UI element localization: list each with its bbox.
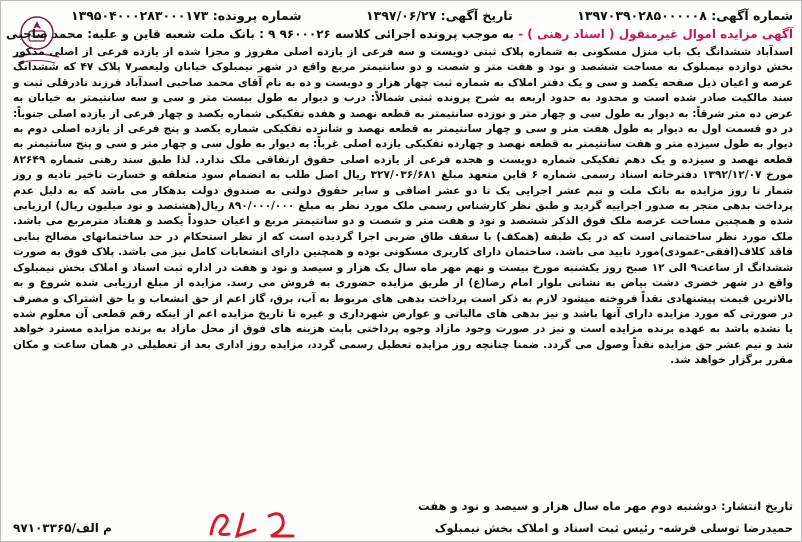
publish-date: تاریخ انتشار: دوشنبه دوم مهر ماه سال هزار و سیصد و نود و هفت [418,499,793,513]
notice-number: شماره آگهی: ۱۳۹۷۰۳۹۰۲۸۵۰۰۰۰۰۸ [577,7,793,23]
notice-header [71,5,793,25]
reference-code: م الف/۹۷۱۰۳۳۶۵ [13,521,112,535]
handwritten-number-mark [201,506,311,542]
notice-title-row [6,27,793,45]
file-number: شماره پرونده: ۱۳۹۵۰۴۰۰۰۲۸۳۰۰۰۱۷۳ [71,7,302,23]
notice-body: اسدآباد ششدانگ یک باب منزل مسکونی به شماره پلاک ثبتی دویست و سه فرعی از یازده اصلی مفروز و مجزا شده از یازده فرعی از اصلی مذکور بخش دوازده نیمبلوک به مساحت ششصد و نود و هفت متر و شصت و دو سانتیمتر مربع واقع در شهر نیمبلوک خیابان ولیعصر۷ پلاک ۴۷ که ششدانگ عرصه و اعیان ذیل صفحه یکصد و سی و یک دفتر املاک به شماره ثبت چهار هزار و دویست و ده به نام آقای محمد صاحبی اسدآباد فرزند نادرقلی ثبت و سند مالکیت صادر شده است و محدود به حدود اربعه به شرح پرونده ثبتی شمالاً: درب و دیوار به طول بیست متر و سی و سه سانتیمتر به خیابان به عرض ده متر شرقاً: به دیوار به طول سی و چهار متر و نوزده سانتیمتر به قطعه نهصد و هفده تفکیکی شماره یکصد و چهار فرعی از یازده اصلی جنوباً: در دو قسمت اول به دیوار به طول هفت متر و سی و چهار سانتیمتر به قطعه نهصد و شانزده تفکیکی شماره یکصد و پنج فرعی از یازده اصلی دوم به دیوار به طول سیزده متر و هفت سانتیمتر به قطعه نهصد و چهارده تفکیکی یازده اصلی غرباً: به دیوار به طول سی و چهار متر و سی و پنج سانتیمتر به قطعه نهصد و سیزده و یک دهم تفکیکی شماره دویست و هجده فرعی از یازده اصلی حقوق ارتفاقی ملک ندارد. لذا طبق سند رهنی شماره ۸۲۶۴۹ مورخ ۱۳۹۲/۱۲/۰۷ دفترخانه اسناد رسمی شماره ۶ قاین متعهد مبلغ ۳۲۷/۰۳۶/۶۸۱ ریال اصل طلب به انضمام سود متعلقه و خسارت تاخیر تادیه و روز شمار تا روز مزایده به بانک ملت و نیم عشر اجرایی یک تا دو عشر اضافی و سایر حقوق دولتی به صندوق دولت بدهکار می باشد که به دلیل عدم پرداخت بدهی منجر به صدور اجراییه گردید و طبق نظر کارشناس رسمی ملک مورد نظر به مبلغ ۸۹۰/۰۰۰/۰۰۰ ریال(هشتصد و نود میلیون ریال) ارزیابی شده و همچنین مساحت عرصه ملک فوق الذکر ششصد و نود و هفت متر و شصت و دو سانتیمتر مربع و اعیان حدوداً یکصد و هفتاد مترمربع می باشد. ملک مورد نظر ساختمانی است که در یک طبقه (همکف) با سقف طاق ضربی اجرا گردیده است که از نظر استحکام در حد ساختمانهای مصالح بنایی فاقد کلاف(افقی-عمودی)مورد تایید می باشد. ساختمان دارای کاربری مسکونی بوده و همچنین دارای انشعابات کامل نیز می باشد. پلاک فوق به صورت ششدانگ از ساعت۹ الی ۱۲ صبح روز یکشنبه مورخ بیست و نهم مهر ماه سال یک هزار و سیصد و نود و هفت در اداره ثبت اسناد و املاک بخش نیمبلوک واقع در شهر خضری دشت بیاض به نشانی بلوار امام رضا(ع) از طریق مزایده حضوری به فروش می رسد. مزایده از مبلغ ارزیابی شده شروع و به بالاترین قیمت پیشنهادی نقداً فروخته میشود لازم به ذکر است پرداخت بدهی های مربوط به آب، برق، گاز اعم از حق انشعاب و یا حق اشتراک و مصرف در صورتی که مورد مزایده دارای آنها باشد و نیز بدهی های مالیاتی و عوارض شهرداری و غیره تا تاریخ مزایده اعم از اینکه رقم قطعی آن معلوم شده یا نشده باشد به عهده برنده مزایده است و نیز در صورت وجود مازاد وجوه پرداختی بابت هزینه های فوق از محل مازاد به برنده مزایده مسترد خواهد شد و نیم عشر حق مزایده نقداً وصول می گردد. ضمنا چنانچه روز مزایده تعطیل رسمی گردد، مزایده روز اداری بعد از تعطیلی در همان ساعت و مکان مقرر برگزار خواهد شد. [13,46,794,367]
notice-date: تاریخ آگهی: ۱۳۹۷/۰۶/۲۷ [366,7,513,23]
notice-title: آگهی مزایده اموال غیرمنقول ( اسناد رهنی ) - [518,27,793,41]
notice-intro: به موجب پرونده اجرائی کلاسه ۹۶۰۰۰۲۶ ۹ : بانک ملت شعبه قاین و علیه: محمد صاحبی [6,27,514,41]
signature: حمیدرضا توسلی فرشه- رئیس ثبت اسناد و املاک بخش نیمبلوک [434,521,793,535]
signature-row [13,518,793,538]
